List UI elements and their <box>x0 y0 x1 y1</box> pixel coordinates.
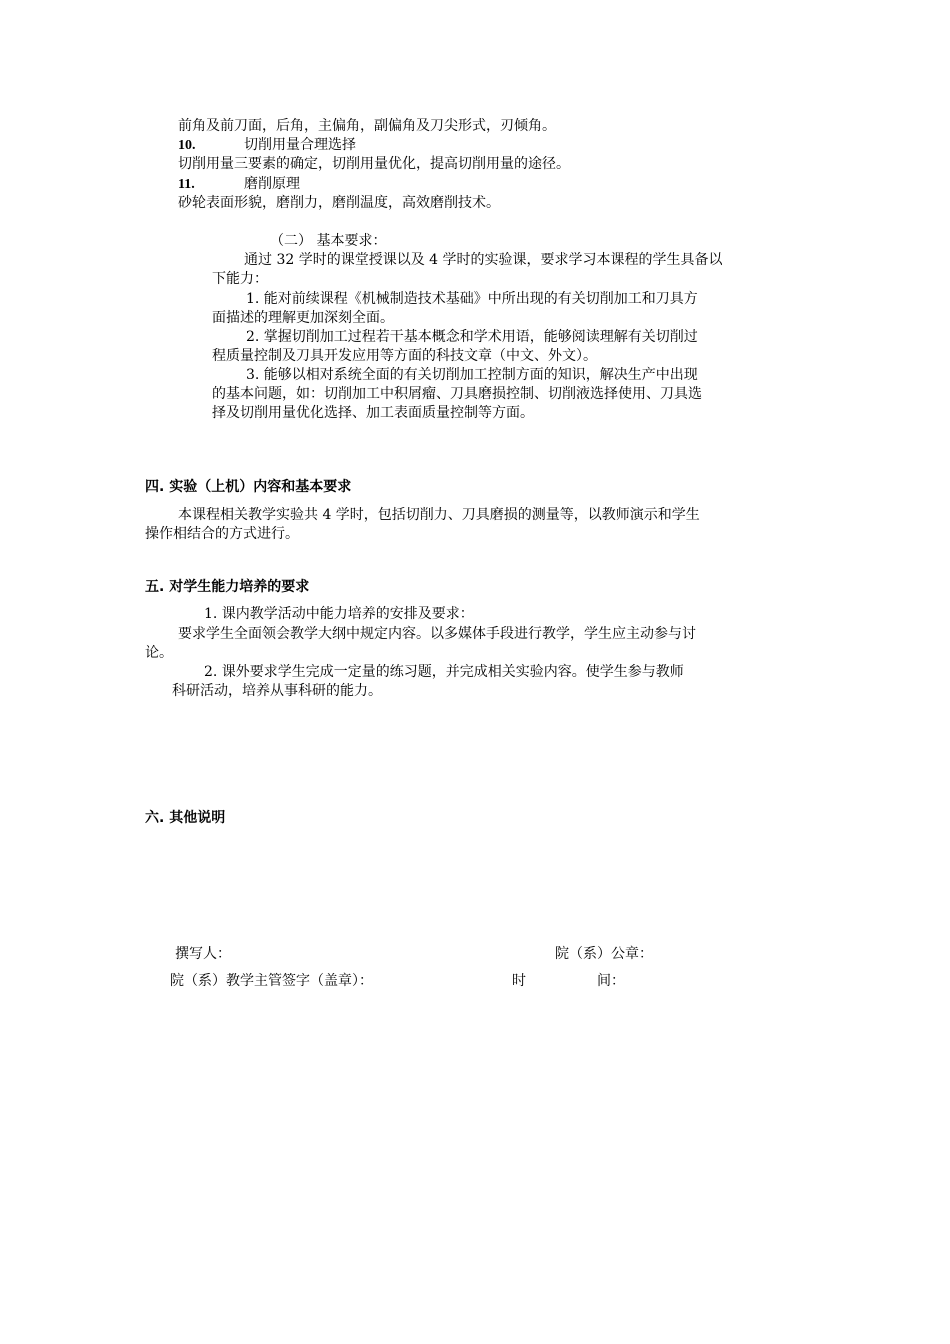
time-label: 间： <box>597 973 625 989</box>
section-text: 论。 <box>145 645 173 661</box>
item-number: 11. <box>178 177 195 192</box>
requirement-item: 面描述的理解更加深刻全面。 <box>212 310 394 326</box>
section-text: 本课程相关教学实验共 4 学时，包括切削力、刀具磨损的测量等，以教师演示和学生 <box>178 507 700 523</box>
requirement-item: 2. 掌握切削加工过程若干基本概念和学术用语，能够阅读理解有关切削过 <box>246 329 698 345</box>
content-line: 前角及前刀面，后角，主偏角，副偏角及刀尖形式，刃倾角。 <box>178 118 556 134</box>
requirements-text: 通过 32 学时的课堂授课以及 4 学时的实验课，要求学习本课程的学生具备以 <box>244 252 723 268</box>
requirement-item: 3. 能够以相对系统全面的有关切削加工控制方面的知识，解决生产中出现 <box>246 367 698 383</box>
requirements-heading: （二） 基本要求： <box>270 233 387 249</box>
item-title: 磨削原理 <box>244 176 300 192</box>
item-number: 10. <box>178 138 196 153</box>
item-description: 切削用量三要素的确定，切削用量优化，提高切削用量的途径。 <box>178 156 570 172</box>
author-label: 撰写人： <box>175 946 231 962</box>
section-heading: 六. 其他说明 <box>145 810 226 826</box>
requirement-item: 程质量控制及刀具开发应用等方面的科技文章（中文、外文）。 <box>212 348 597 364</box>
requirement-item: 的基本问题，如：切削加工中积屑瘤、刀具磨损控制、切削液选择使用、刀具选 <box>212 386 702 402</box>
supervisor-label: 院（系）教学主管签字（盖章）： <box>170 973 373 989</box>
section-heading: 四. 实验（上机）内容和基本要求 <box>145 479 352 495</box>
requirements-text: 下能力： <box>212 271 268 287</box>
requirement-item: 1. 能对前续课程《机械制造技术基础》中所出现的有关切削加工和刀具方 <box>246 291 698 307</box>
item-title: 切削用量合理选择 <box>244 137 356 153</box>
section-item: 2. 课外要求学生完成一定量的练习题，并完成相关实验内容。使学生参与教师 <box>204 664 684 680</box>
requirement-item: 择及切削用量优化选择、加工表面质量控制等方面。 <box>212 405 534 421</box>
section-text: 操作相结合的方式进行。 <box>145 526 299 542</box>
section-text: 科研活动，培养从事科研的能力。 <box>172 683 382 699</box>
item-description: 砂轮表面形貌，磨削力，磨削温度，高效磨削技术。 <box>178 195 500 211</box>
section-text: 要求学生全面领会教学大纲中规定内容。以多媒体手段进行教学，学生应主动参与讨 <box>178 626 696 642</box>
section-heading: 五. 对学生能力培养的要求 <box>145 579 310 595</box>
seal-label: 院（系）公章： <box>555 946 653 962</box>
section-item: 1. 课内教学活动中能力培养的安排及要求： <box>204 606 474 622</box>
time-label: 时 <box>512 973 526 989</box>
